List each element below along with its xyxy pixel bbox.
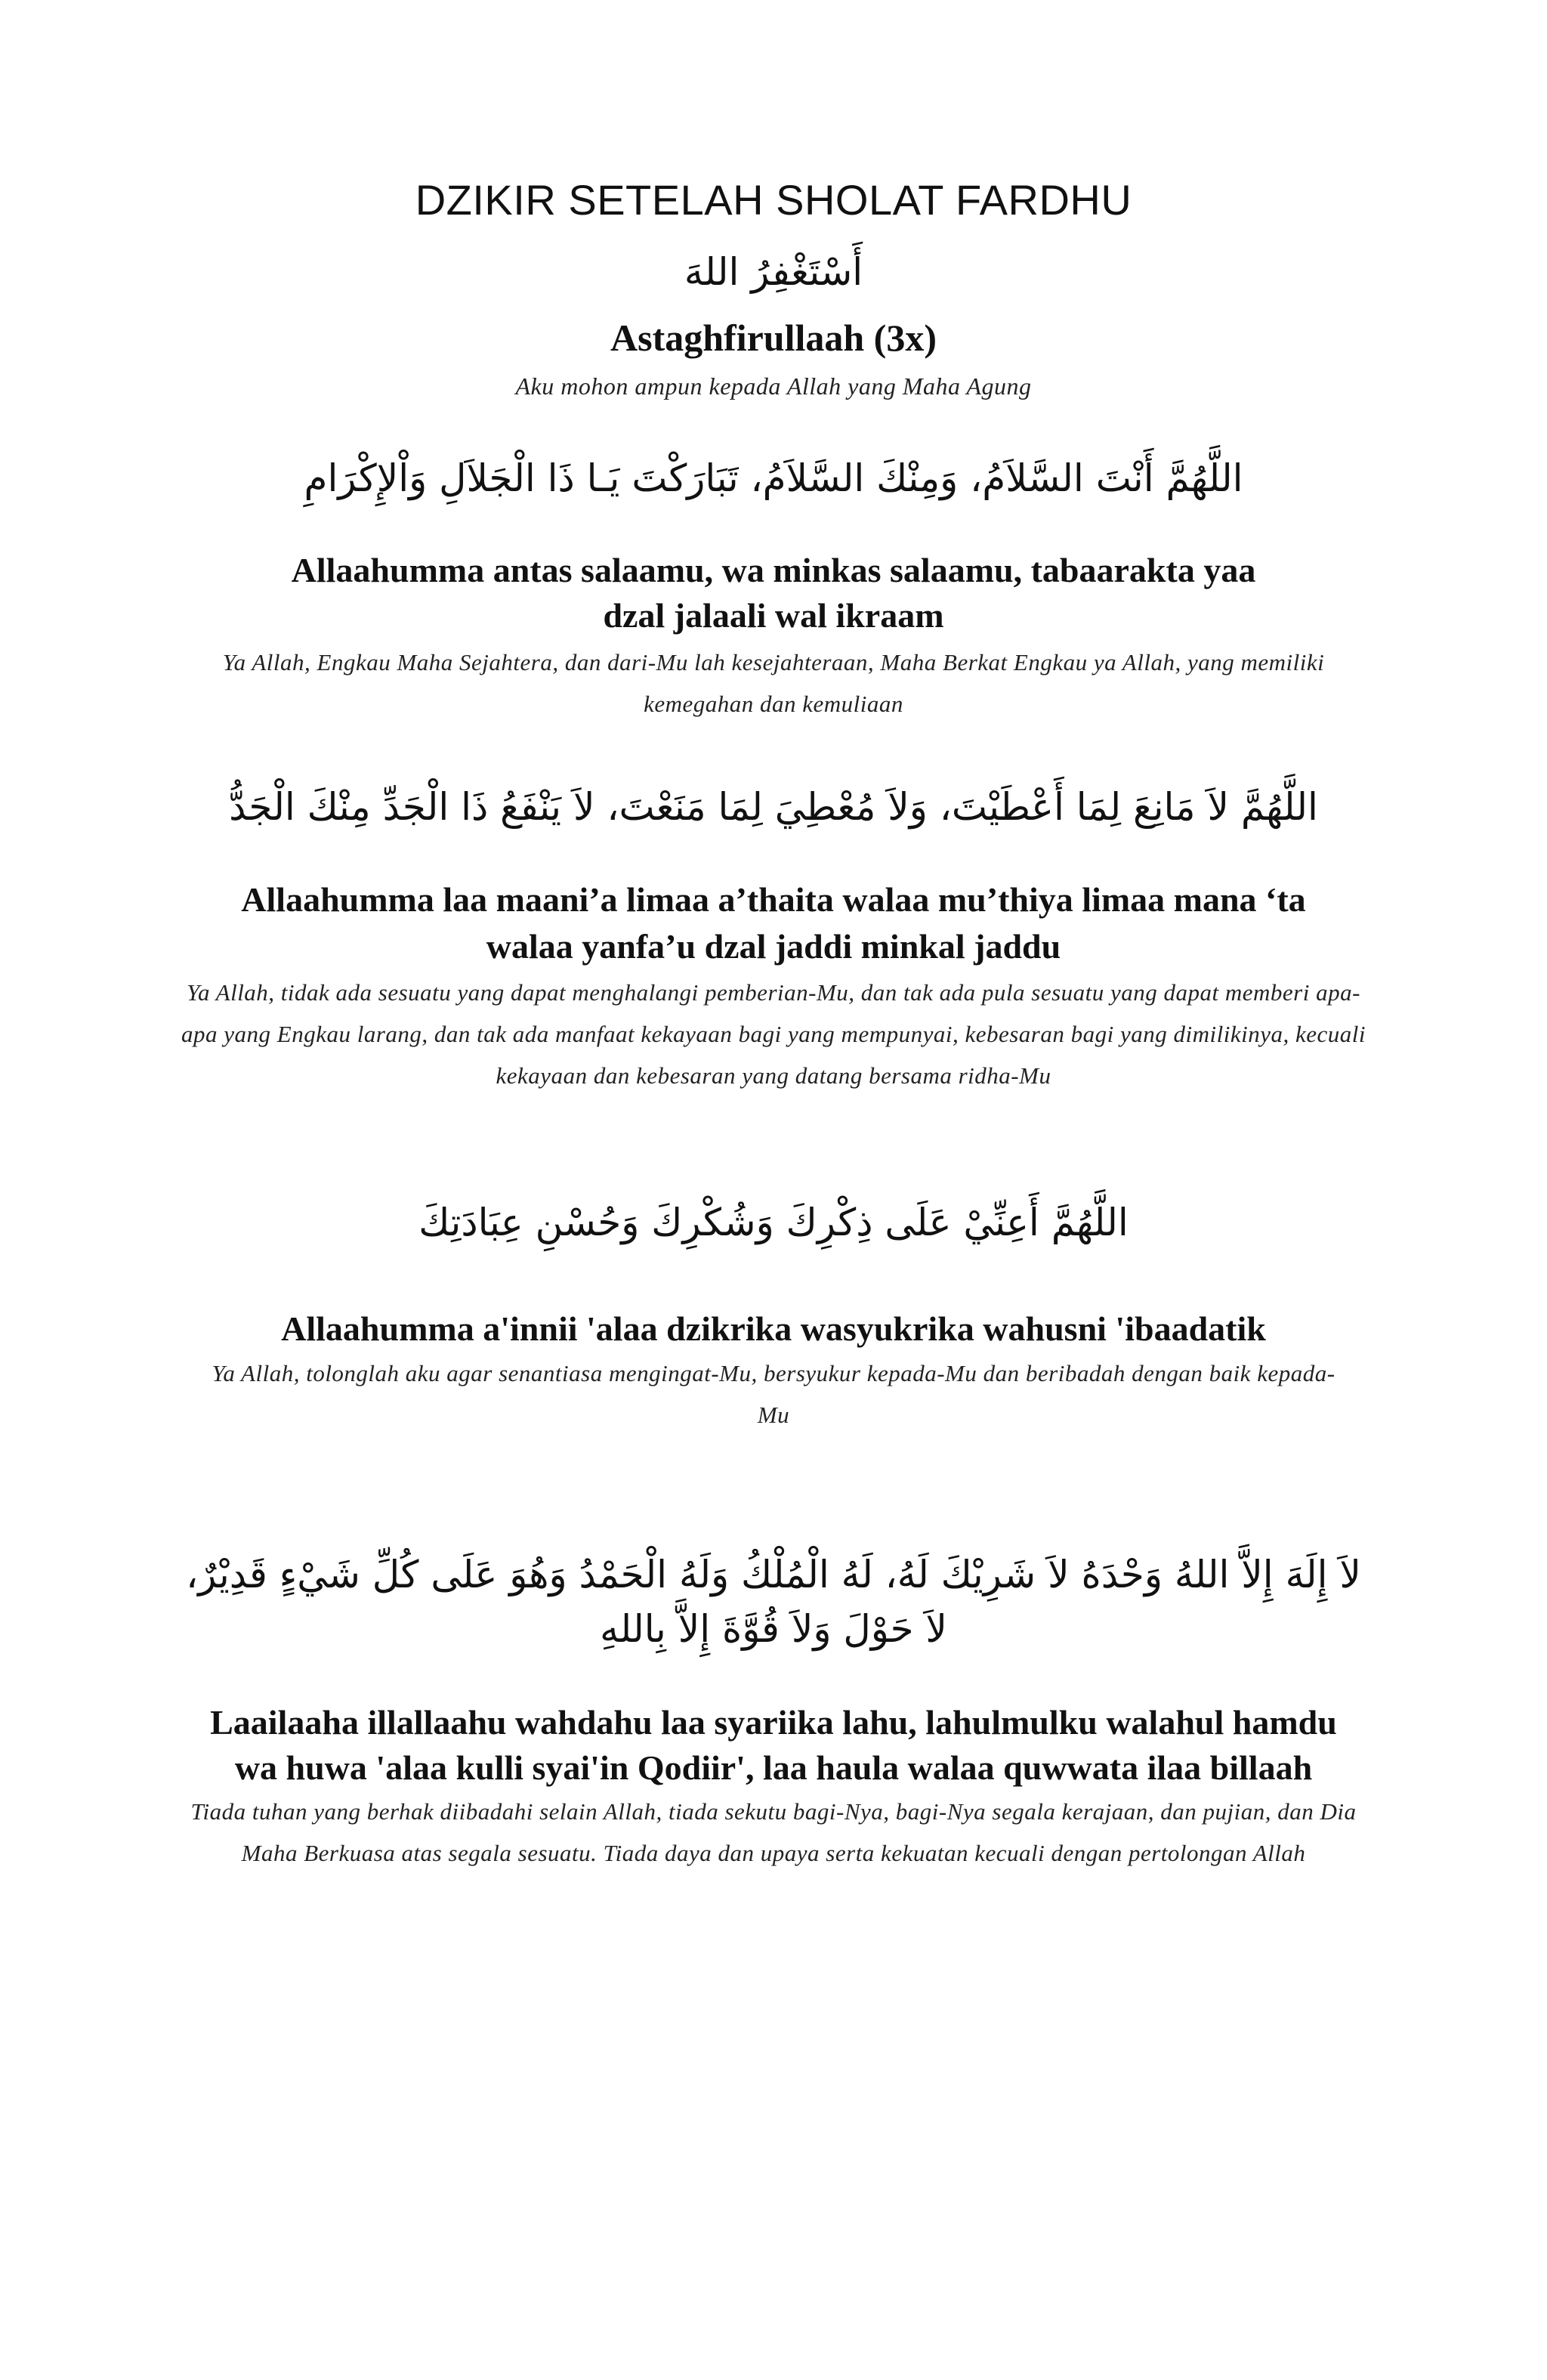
latin-text: Allaahumma laa maani’a limaa a’thaita walaa mu’thiya limaa mana ‘ta walaa yanfa’u dzal jaddi minkal jaddu	[241, 879, 1306, 966]
translation-text: Ya Allah, tidak ada sesuatu yang dapat menghalangi pemberian-Mu, dan tak ada pula sesuatu yang dapat memberi apa-apa yang Engkau larang, dan tak ada manfaat kekayaan bagi yang mempunyai, kebesaran bagi yang dimilikinya, kecuali kekayaan dan kebesaran yang datang bersama ridha-Mu	[181, 978, 1366, 1089]
document-page	[174, 0, 1373, 2380]
latin-text: Allaahumma a'innii 'alaa dzikrika wasyukrika wahusni 'ibaadatik	[281, 1309, 1266, 1348]
page-title: DZIKIR SETELAH SHOLAT FARDHU	[415, 176, 1132, 224]
arabic-text: أَسْتَغْفِرُ اللهَ	[684, 250, 863, 294]
dzikir-item-1	[174, 246, 1373, 408]
latin-text: Allaahumma antas salaamu, wa minkas salaamu, tabaarakta yaa dzal jalaali wal ikraam	[291, 550, 1256, 635]
arabic-text: اللَّهُمَّ أَنْتَ السَّلاَمُ، وَمِنْكَ السَّلاَمُ، تَبَارَكْتَ يَـا ذَا الْجَلاَلِ وَاْلإِكْرَامِ	[304, 456, 1243, 500]
translation-text: Aku mohon ampun kepada Allah yang Maha Agung	[515, 372, 1032, 400]
translation-text: Ya Allah, Engkau Maha Sejahtera, dan dari-Mu lah kesejahteraan, Maha Berkat Engkau ya Allah, yang memiliki kemegahan dan kemuliaan	[222, 648, 1325, 717]
dzikir-item-3	[174, 778, 1373, 1096]
dzikir-item-5	[174, 1547, 1373, 1874]
dzikir-item-2	[174, 450, 1373, 725]
latin-text: Laailaaha illallaahu wahdahu laa syariika lahu, lahulmulku walahul hamdu wa huwa 'alaa kulli syai'in Qodiir', laa haula walaa quwwata ilaa billaah	[210, 1703, 1337, 1787]
translation-text: Ya Allah, tolonglah aku agar senantiasa mengingat-Mu, bersyukur kepada-Mu dan beribadah dengan baik kepada-Mu	[212, 1359, 1335, 1428]
translation-text: Tiada tuhan yang berhak diibadahi selain Allah, tiada sekutu bagi-Nya, bagi-Nya segala kerajaan, dan pujian, dan Dia Maha Berkuasa atas segala sesuatu. Tiada daya dan upaya serta kekuatan kecuali dengan pertolongan Allah	[190, 1798, 1357, 1867]
arabic-text: لاَ إِلَهَ إِلاَّ اللهُ وَحْدَهُ لاَ شَرِيْكَ لَهُ، لَهُ الْمُلْكُ وَلَهُ الْحَمْدُ وَهُوَ عَلَى كُلِّ شَيْءٍ قَدِيْرٌ، لاَ حَوْلَ وَلاَ قُوَّةَ إِلاَّ بِاللهِ	[186, 1553, 1361, 1651]
arabic-text: اللَّهُمَّ أَعِنِّيْ عَلَى ذِكْرِكَ وَشُكْرِكَ وَحُسْنِ عِبَادَتِكَ	[418, 1201, 1129, 1244]
arabic-text: اللَّهُمَّ لاَ مَانِعَ لِمَا أَعْطَيْتَ، وَلاَ مُعْطِيَ لِمَا مَنَعْتَ، لاَ يَنْفَعُ ذَا الْجَدِّ مِنْكَ الْجَدُّ	[229, 785, 1318, 829]
dzikir-item-4	[174, 1194, 1373, 1436]
latin-text: Astaghfirullaah (3x)	[610, 317, 937, 359]
